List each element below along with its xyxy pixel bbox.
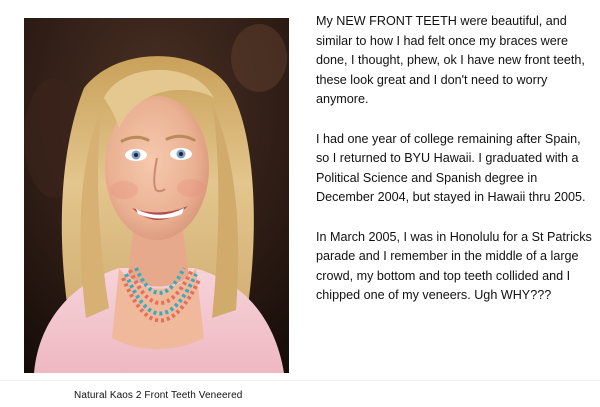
photo-caption: Natural Kaos 2 Front Teeth Veneered — [74, 390, 243, 401]
paragraph-chipped-veneer: In March 2005, I was in Honolulu for a St Patricks parade and I remember in the middle of a large crowd, my bottom and top teeth collided and I chipped one of my veneers. Ugh WHY??? — [316, 229, 592, 303]
paragraph-new-front-teeth: My NEW FRONT TEETH were beautiful, and similar to how I had felt once my braces were done, I thought, phew, ok I have new front teeth, these look great and I don't need to worry anymore. — [316, 14, 585, 107]
divider — [0, 380, 600, 381]
portrait-photo — [24, 18, 289, 373]
story-text — [316, 12, 592, 326]
paragraph-college: I had one year of college remaining after Spain, so I returned to BYU Hawaii. I graduated with a Political Science and Spanish degree in December 2004, but stayed in Hawaii thru 2005. — [316, 131, 586, 205]
